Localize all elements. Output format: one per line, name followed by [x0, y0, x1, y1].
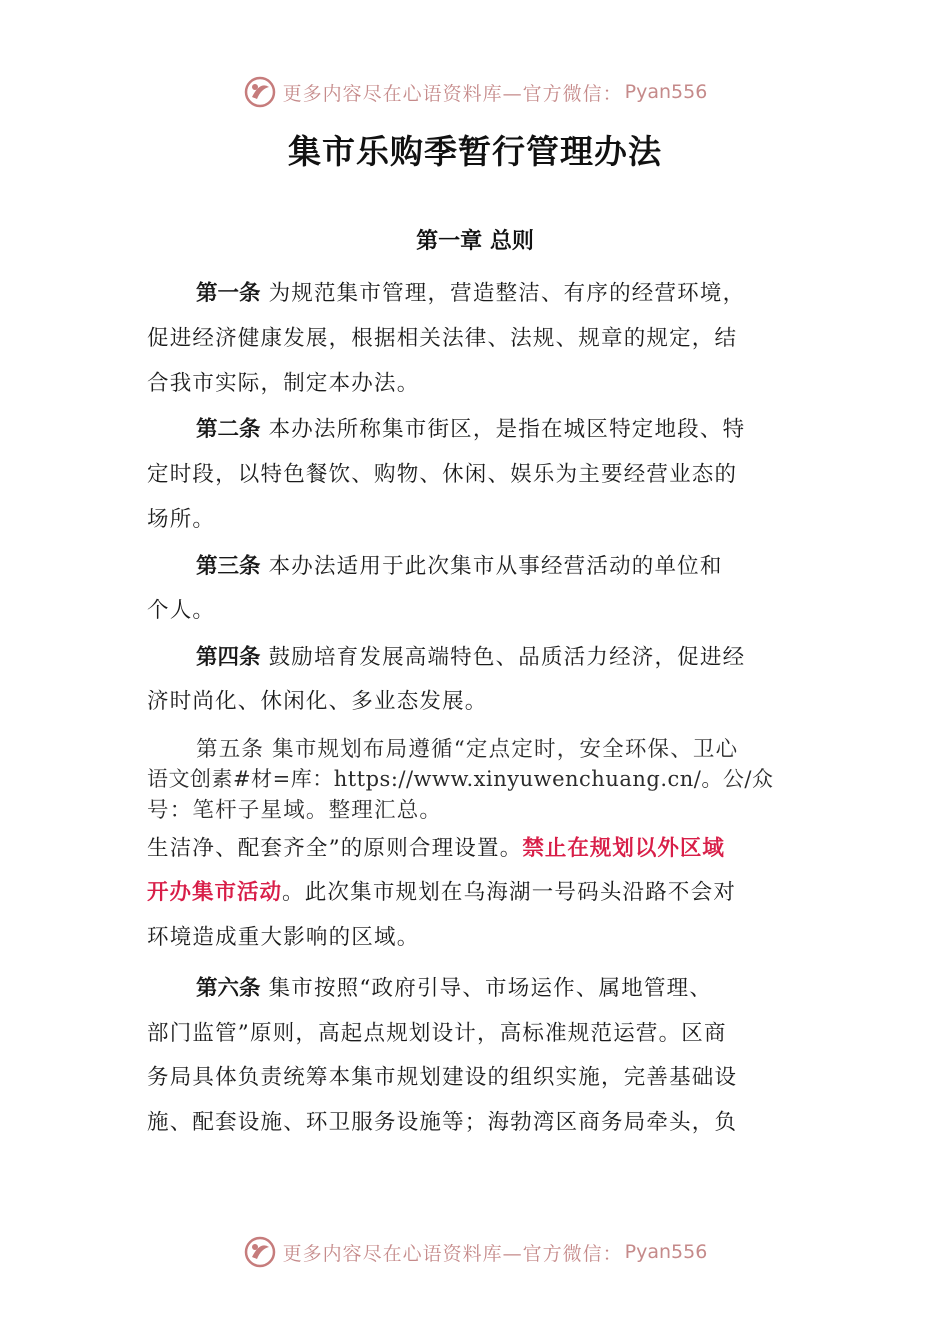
- article-3-text: 本办法适用于此次集市从事经营活动的单位和: [268, 554, 723, 579]
- article-5-line-4: [147, 831, 725, 862]
- document-title: 集市乐购季暂行管理办法: [288, 132, 662, 171]
- article-6-text: 集市按照“政府引导、市场运作、属地管理、: [268, 976, 713, 1001]
- article-1-line-2: 促进经济健康发展，根据相关法律、法规、规章的规定，结: [147, 326, 738, 351]
- article-4-label: 第四条: [196, 645, 261, 670]
- article-3-label: 第三条: [196, 554, 261, 579]
- article-6-line-2: 部门监管”原则，高起点规划设计，高标准规范运营。区商: [147, 1021, 727, 1046]
- article-4-line-1: [196, 640, 745, 671]
- article-6-line-1: [196, 971, 712, 1002]
- article-4-line-2: 济时尚化、休闲化、多业态发展。: [147, 689, 488, 714]
- article-5-highlight-2: 开办集市活动: [147, 880, 283, 905]
- article-5-highlight-1: 禁止在规划以外区域: [522, 836, 725, 861]
- article-2-line-3: 场所。: [147, 507, 216, 532]
- article-1-label: 第一条: [196, 281, 261, 306]
- article-5-line-6: 环境造成重大影响的区域。: [147, 925, 420, 950]
- article-1-text: 为规范集市管理，营造整洁、有序的经营环境，: [268, 281, 746, 306]
- logo-icon: [243, 75, 277, 109]
- article-5-text-a: 生洁净、配套齐全”的原则合理设置。: [147, 836, 523, 861]
- article-1-line-3: 合我市实际，制定本办法。: [147, 371, 420, 396]
- article-2-line-2: 定时段，以特色餐饮、购物、休闲、娱乐为主要经营业态的: [147, 462, 738, 487]
- article-6-label: 第六条: [196, 976, 261, 1001]
- watermark-text: 更多内容尽在心语资料库—官方微信：: [282, 1242, 623, 1265]
- article-5-line-1: 第五条 集市规划布局遵循“定点定时，安全环保、卫心: [196, 737, 739, 762]
- article-2-label: 第二条: [196, 417, 261, 442]
- article-1-line-1: [196, 276, 745, 307]
- watermark-banner-bottom: [0, 1232, 950, 1272]
- article-6-line-4: 施、配套设施、环卫服务设施等；海勃湾区商务局牵头，负: [147, 1110, 738, 1135]
- article-6-line-3: 务局具体负责统筹本集市规划建设的组织实施，完善基础设: [147, 1065, 738, 1090]
- chapter-heading: 第一章 总则: [416, 229, 534, 254]
- article-5-line-5: [147, 875, 736, 906]
- watermark-text: 更多内容尽在心语资料库—官方微信：: [282, 82, 623, 105]
- article-3-line-2: 个人。: [147, 598, 216, 623]
- watermark-banner-top: [0, 72, 950, 112]
- article-4-text: 鼓励培育发展高端特色、品质活力经济，促进经: [268, 645, 746, 670]
- article-2-line-1: [196, 412, 745, 443]
- article-5-line-2: 语文创素#材=库：https://www.xinyuwenchuang.cn/。公/众: [147, 767, 774, 791]
- article-3-line-1: [196, 549, 723, 580]
- watermark-wechat-id: Pyan556: [624, 81, 708, 103]
- article-5-text-b: 。此次集市规划在乌海湖一号码头沿路不会对: [282, 880, 737, 905]
- article-2-text: 本办法所称集市街区，是指在城区特定地段、特: [268, 417, 746, 442]
- article-5-line-3: 号：笔杆子星域。整理汇总。: [147, 798, 443, 823]
- watermark-wechat-id: Pyan556: [624, 1241, 708, 1263]
- logo-icon: [243, 1235, 277, 1269]
